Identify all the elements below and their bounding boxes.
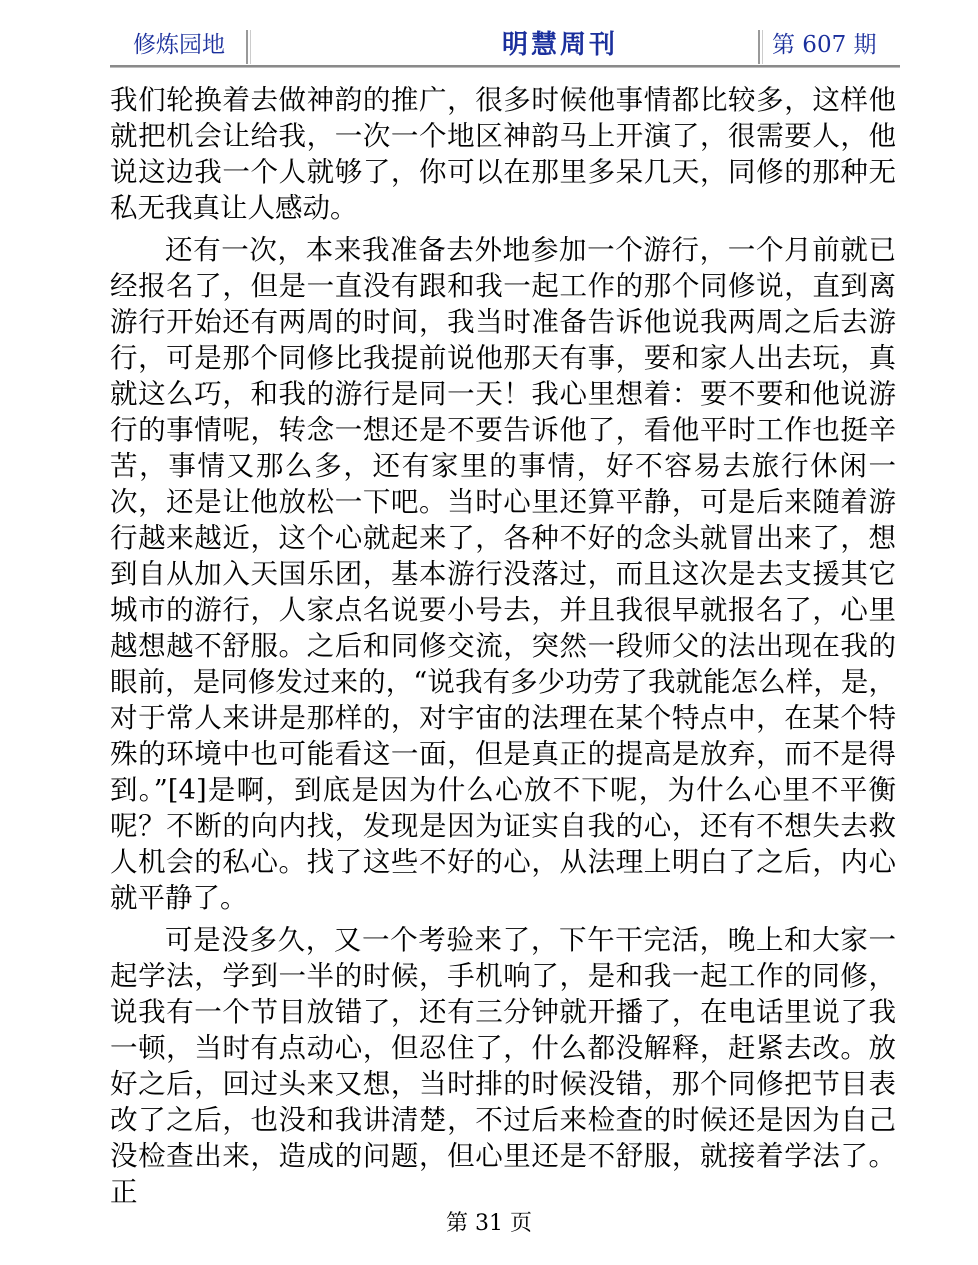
page-number: 第 31 页 (446, 1211, 532, 1236)
header-rule (110, 65, 900, 68)
publication-title: 明慧周刊 (501, 30, 618, 60)
page-header (110, 26, 900, 66)
section-label: 修炼园地 (133, 32, 225, 58)
article-body (110, 82, 896, 1216)
paragraph-2: 还有一次，本来我准备去外地参加一个游行，一个月前就已经报名了，但是一直没有跟和我一起工作的那个同修说，直到离游行开始还有两周的时间，我当时准备告诉他说我两周之后去游行，可是那个同修比我提前说他那天有事，要和家人出去玩，真就这么巧，和我的游行是同一天！我心里想着：要不要和他说游行的事情呢，转念一想还是不要告诉他了，看他平时工作也挺辛苦，事情又那么多，还有家里的事情，好不容易去旅行休闲一次，还是让他放松一下吧。当时心里还算平静，可是后来随着游行越来越近，这个心就起来了，各种不好的念头就冒出来了，想到自从加入天国乐团，基本游行没落过，而且这次是去支援其它城市的游行，人家点名说要小号去，并且我很早就报名了，心里越想越不舒服。之后和同修交流，突然一段师父的法出现在我的眼前，是同修发过来的，“说我有多少功劳了我就能怎么样，是，对于常人来讲是那样的，对宇宙的法理在某个特点中，在某个特殊的环境中也可能看这一面，但是真正的提高是放弃，而不是得到。”[4]是啊，到底是因为什么心放不下呢，为什么心里不平衡呢？不断的向内找，发现是因为证实自我的心，还有不想失去救人机会的私心。找了这些不好的心，从法理上明白了之后，内心就平静了。 (110, 234, 896, 914)
issue-number: 第 607 期 (772, 32, 877, 58)
paragraph-1: 我们轮换着去做神韵的推广，很多时候他事情都比较多，这样他就把机会让给我，一次一个地区神韵马上开演了，很需要人，他说这边我一个人就够了，你可以在那里多呆几天，同修的那种无私无我真让人感动。 (110, 84, 896, 224)
paragraph-3: 可是没多久，又一个考验来了，下午干完活，晚上和大家一起学法，学到一半的时候，手机响了，是和我一起工作的同修，说我有一个节目放错了，还有三分钟就开播了，在电话里说了我一顿，当时有点动心，但忍住了，什么都没解释，赶紧去改。放好之后，回过头来又想，当时排的时候没错，那个同修把节目表改了之后，也没和我讲清楚，不过后来检查的时候还是因为自己没检查出来，造成的问题，但心里还是不舒服，就接着学法了。正 (110, 924, 896, 1208)
